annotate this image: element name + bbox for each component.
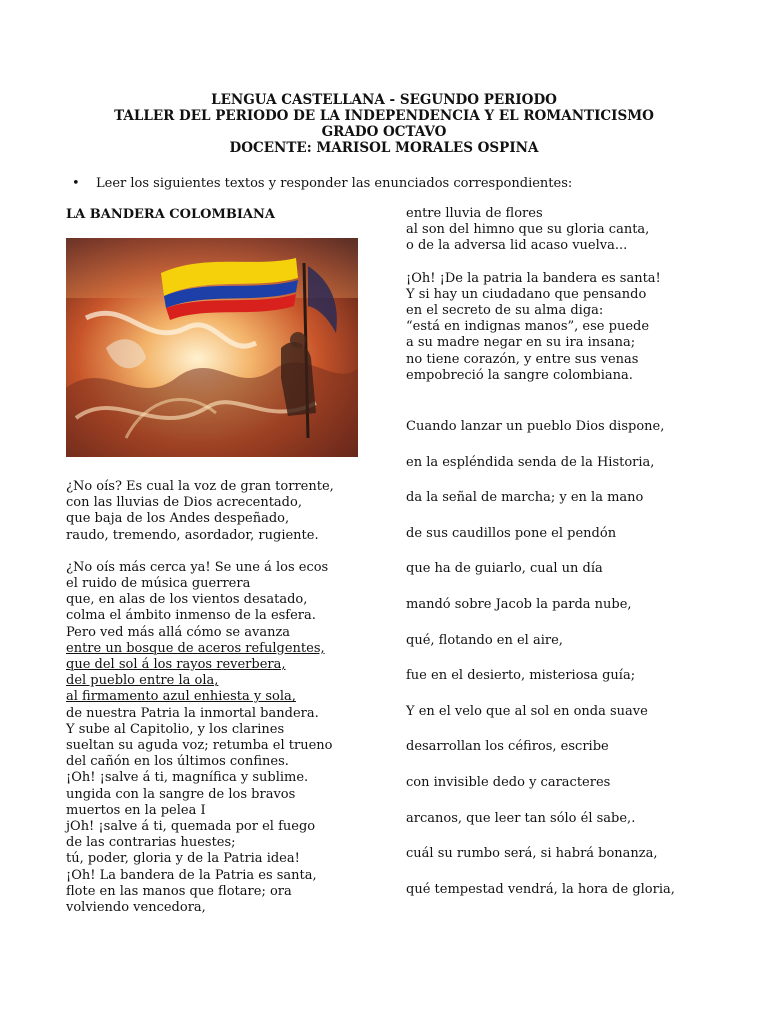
bullet-icon: • [72,176,80,191]
poem-line: colma el ámbito inmenso de la esfera. [66,608,316,624]
poem-right-column-top [406,206,746,384]
poem-line: con las lluvias de Dios acrecentado, [66,495,302,511]
poem-line: desarrollan los céfiros, escribe [406,739,609,755]
poem-right-column-bottom [406,419,746,917]
poem-line: qué tempestad vendrá, la hora de gloria, [406,881,675,897]
poem-line: que ha de guiarlo, cual un día [406,561,603,577]
stanza-2 [66,560,366,916]
poem-line: da la señal de marcha; y en la mano [406,490,644,506]
poem-line: ¡Oh! ¡salve á ti, magnífica y sublime. [66,770,309,786]
underlined-line: que del sol á los rayos reverbera, [66,657,286,673]
poem-line: en la espléndida senda de la Historia, [406,454,655,470]
workshop-title: TALLER DEL PERIODO DE LA INDEPENDENCIA Y EL ROMANTICISMO [114,108,654,124]
poem-line: jOh! ¡salve á ti, quemada por el fuego [66,819,316,835]
poem-line: de sus caudillos pone el pendón [406,525,617,541]
poem-line: “está en indignas manos”, ese puede [406,319,650,335]
flag-artwork-image [66,238,358,457]
poem-line: cuál su rumbo será, si habrá bonanza, [406,846,658,862]
poem-line: raudo, tremendo, asordador, rugiente. [66,527,319,543]
poem-line: al son del himno que su gloria canta, [406,222,650,238]
poem-line: qué, flotando en el aire, [406,632,563,648]
poem-line: a su madre negar en su ira insana; [406,335,636,351]
poem-line: Cuando lanzar un pueblo Dios dispone, [406,419,665,434]
poem-line: Y si hay un ciudadano que pensando [406,286,647,302]
poem-line: fue en el desierto, misteriosa guía; [406,668,636,684]
poem-line: ¿No oís más cerca ya! Se une á los ecos [66,559,329,575]
poem-line: o de la adversa lid acaso vuelva... [406,238,628,254]
poem-line: no tiene corazón, y entre sus venas [406,351,639,367]
instruction-item [72,176,732,192]
stanza-1 [66,479,366,544]
poem-line: arcanos, que leer tan sólo él sabe,. [406,810,636,826]
poem-line: del cañón en los últimos confines. [66,754,289,770]
poem-line: de nuestra Patria la inmortal bandera. [66,705,319,721]
poem-line: flote en las manos que flotare; ora [66,883,292,899]
poem-line: tú, poder, gloria y de la Patria idea! [66,851,300,867]
underlined-line: del pueblo entre la ola, [66,673,219,689]
poem-line: mandó sobre Jacob la parda nube, [406,596,632,612]
poem-line: Y en el velo que al sol en onda suave [406,703,648,719]
poem-line: de las contrarias huestes; [66,835,236,851]
poem-line: ungida con la sangre de los bravos [66,786,296,802]
poem-line: empobreció la sangre colombiana. [406,367,633,383]
poem-line: muertos en la pelea I [66,802,206,818]
poem-line: sueltan su aguda voz; retumba el trueno [66,738,333,754]
poem-line: ¡Oh! ¡De la patria la bandera es santa! [406,270,661,286]
poem-line: ¿No oís? Es cual la voz de gran torrente, [66,479,334,494]
document-header [0,92,768,156]
underlined-line: entre un bosque de aceros refulgentes, [66,640,325,656]
poem-line: con invisible dedo y caracteres [406,774,611,790]
stanza-right-1 [406,206,746,255]
poem-line: ¡Oh! La bandera de la Patria es santa, [66,867,317,883]
poem-line: el ruido de música guerrera [66,576,251,592]
subject-title: LENGUA CASTELLANA - SEGUNDO PERIODO [211,92,557,108]
poem-line: en el secreto de su alma diga: [406,303,604,319]
stanza-right-2 [406,271,746,384]
poem-title: LA BANDERA COLOMBIANA [66,207,275,222]
instruction-text: Leer los siguientes textos y responder las enunciados correspondientes: [96,176,573,191]
grade-label: GRADO OCTAVO [321,124,447,140]
underlined-line: al firmamento azul enhiesta y sola, [66,689,296,705]
poem-line: volviendo vencedora, [66,900,206,916]
teacher-label: DOCENTE: MARISOL MORALES OSPINA [229,140,539,156]
poem-left-column [66,479,366,916]
poem-line: que baja de los Andes despeñado, [66,511,290,527]
poem-line: que, en alas de los vientos desatado, [66,592,308,608]
poem-line: entre lluvia de flores [406,206,543,221]
poem-line: Y sube al Capitolio, y los clarines [66,721,285,737]
poem-line: Pero ved más allá cómo se avanza [66,624,291,640]
